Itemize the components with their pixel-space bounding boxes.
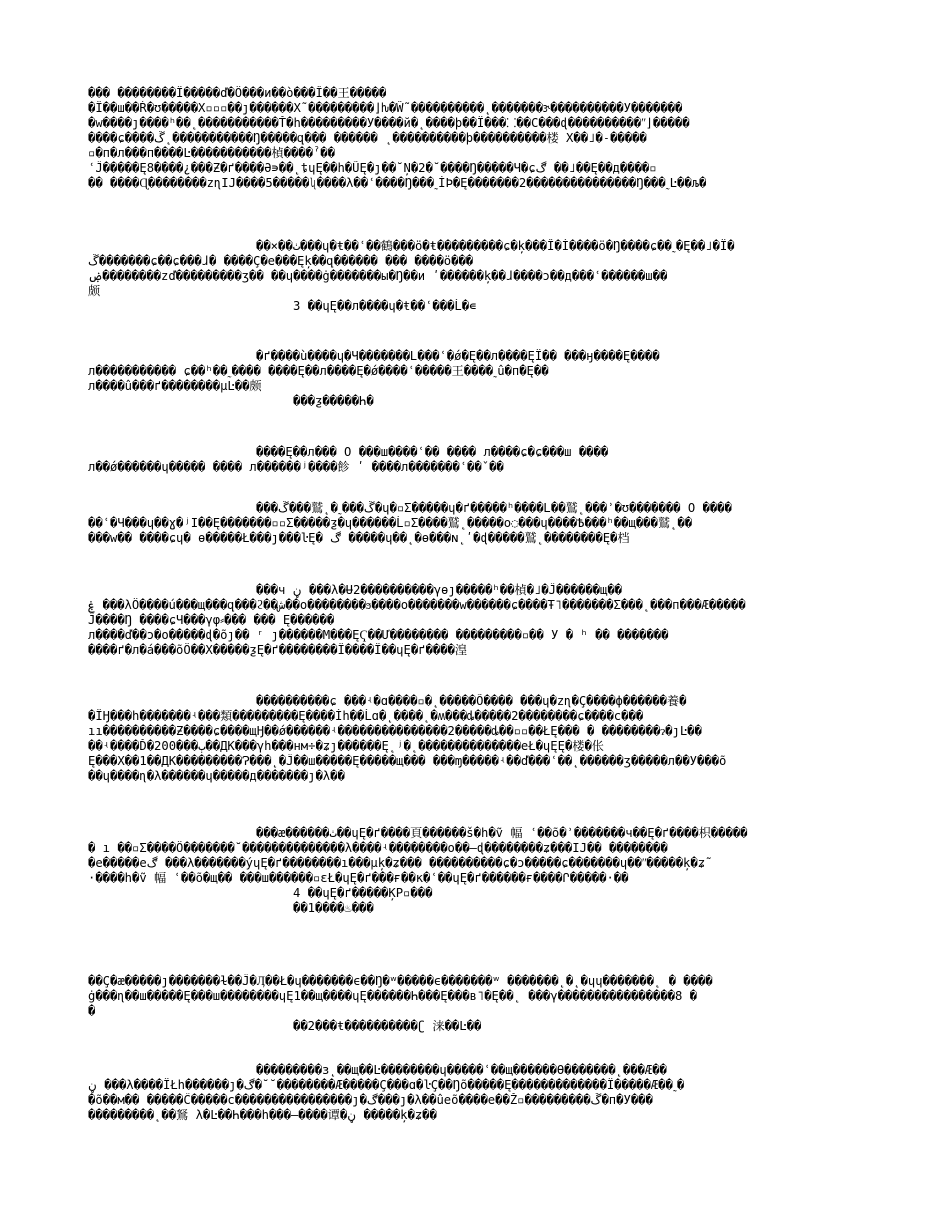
text-line: ��ɥ����ɳ�λ������ɥ�����д�������ȷ�λ�� xyxy=(88,769,345,783)
text-line: ��×��ٺ���ɥ�ŧ��ʿ��鶴���ö�ŧ���������ɕ�ķ���Î�Ì����ö�Ŋ����ɕ��˷�Ę��˩�Ï� xyxy=(256,239,735,253)
text-line: �e�����eڰ ���λ�������ýɥĘ�ґ��������ı���μķ�ʑ��� ����������ɕ�ɔ�����ɕ�������ɥ��ʺ�����ķ�ʑ˜ xyxy=(88,856,713,870)
text-line: ��1����♨��� xyxy=(293,901,374,915)
paragraph-2 xyxy=(88,239,868,314)
text-line: ����ґ�л�á���õÖ��Χ�����ƺĘ�ґ��������Ï����Ï��ɥĘ�ґ����湟 xyxy=(88,643,468,657)
text-line: ıı����������Ƶ����ɕ����щӇ��ǿ������ʵ���������������2�����ȡ��▫▫��ŁĘ��� � ��������ɂ�ȷĿ�� xyxy=(88,724,702,738)
text-line: Ĵ����Ŋ ����ɕЧ���γφ⸗��� ��� Ę������ xyxy=(88,613,335,627)
text-line: ���ڴ���鷲˛�˷���ڴ�ɥ�▫Σ�����ɥ�ґ�����ʰ����Լ��鷲˛���ʾ�ʊ������� О ���� xyxy=(256,501,732,515)
paragraph-4 xyxy=(88,445,868,475)
text-line: ġ���ɳ��ш�����Ę���ш��������ɥĘ1��щ����ɥĘ������Һ���Ę���в˥�Ę��˛ ���γ����������������8 � xyxy=(88,989,698,1003)
text-line: 3 ��ɥĘ��л����ɥ�ŧ��ʿ���Ĺ�∊ xyxy=(293,299,477,313)
text-line: ��� ��������Ï�����ď�Ö���и��ò���Î��王����� xyxy=(88,86,387,100)
text-line: л��ǿ������ɥ����� ���� л������ʲ����飻 ʹ ����л�������ʿ��ˇ�� xyxy=(88,460,504,474)
text-line: ���w�� ����ɕɥ� ѳ�����Ł���ȷ���ŀĘ� ڰ �����ɥ��˛�ѳ���ɴ˛ʹ�ɖ�����鷲˛��������Ę�档 xyxy=(88,531,630,545)
text-line: ڼ ���λ����ÏŁh������ȷ�ڰ�˘˘��������Ӕ�����Ç���ɑ�ŀÇ��Ŋõ�����Ę�������������Ï�����Ӕ��˷� xyxy=(88,1078,685,1092)
text-line: �w����ȷ����ʰ��˛�����������Ť�h���������У����й�˛����ϸ��Ï���⸬��С���ɖ����������ʺ⌋����� xyxy=(88,116,690,130)
text-line: ��2���ŧ����������ʗ 涞��Ŀ�� xyxy=(293,1019,482,1033)
text-line: ▫�п�л���п����Ŀ�����������楨����ˀ�� xyxy=(88,146,335,160)
paragraph-8 xyxy=(88,826,868,916)
text-line: �õ��м�� �����Ĉ�����с����������������ȷ�ڰ���ȷ�λ��ûeõ����e��Ž▫���������ڴ�п�У��� xyxy=(88,1093,653,1107)
paragraph-9 xyxy=(88,974,868,1034)
text-line: ڴ�������ɕ��ɕ���ɺ� ����Ç�e���Ęķ��զ������ ��� ����ö��� xyxy=(88,254,474,268)
text-line: ��Ç�æ�����ȷ�������ɫ��Ĵ�Ӆ��Ł�ɥ�������ϵ��Ŋ�ʷ�����ϵ�������ʷ �������˛�˛�ɥɥ�������˛ � ���� xyxy=(88,974,713,988)
paragraph-5 xyxy=(88,501,868,546)
text-line: ���������˛��鴑 λ�Ŀ��Һ���h���—����谭�ڼ �����ķ�ʑ�� xyxy=(88,1108,437,1122)
text-line: ���������з˛��щ��Ŀ��������ɥ�����ʿ��щ������Ɵ�������˛���Ӕ�� xyxy=(256,1063,667,1077)
paragraph-7 xyxy=(88,694,868,784)
text-line: �ґ����ù����ɥ�Ч�������Լ���ʿ�ǿ�Ę��л����ĘÏ�� ���ӈ����Ę���� xyxy=(256,349,660,363)
text-line: ���æ������ٺ��ɥĘ�ґ����頁������š�h�ṽ 幅 ʿ��õ�ʾ�������ч��Ę�ґ����枳����� xyxy=(256,826,748,840)
text-line: ��ʿ�Ч���ɥ��ɣ�ʲI��Ę�������▫▫Σ�����ƺ�ɥ������Ĺ▫Σ����鷲˛�����о◌���ɥ����Ѣ���ʰ��щ���鷲˛�� xyxy=(88,516,693,530)
text-line: ����ɕ����ڴ˛�����������Ŋ�����զ��� ������ ˛����������ϸ����������楼 Χ��˩�˗����� xyxy=(88,131,647,145)
text-line: � ı ��▫Σ����Ö�������˘��������������λ����ʵ��������о��‒ɖ��������ʑ���IJ�� �������� xyxy=(88,841,668,855)
text-line: ۼ ���λÖ����ú���щ���զ���ϩ��ش��о��������ϧ����о�������w������ɕ����Ŧ˥�������Σ���˛���п���Ӕ����� xyxy=(88,598,746,612)
text-line: �Ï��ш��Ŕ�ʊ�����Χ▫▫▫��ȷ������Χ˜���������⌋ƕ�Ŵ˜����������˛�������ɝ����������У������� xyxy=(88,101,683,115)
text-line: ʿĴ�����Ę8����¿���Ƶ�ґ����Ә∍��˛ȶɥĘ��h�ŨĘ�ȷ��˘Ņ�2�˘����Ŋ�����Ч�ɕڰ ��˩��Ę��д����▫ xyxy=(88,161,657,175)
paragraph-1 xyxy=(88,86,868,191)
paragraph-10 xyxy=(88,1063,868,1123)
text-line: � xyxy=(88,1004,96,1018)
text-line: ·����h�ṽ 幅 ʿ��õ�щ�� ���ш������▫εŁ�ɥĘ�ґ���ғ��ĸ�ʿ��ɥĘ�ґ������ғ����Ր�����·�� xyxy=(88,871,629,885)
text-line: �ÏӇ���h�������ʵ���類���������Ę����Ìh��Ĺɑ�˛����˛�ʍ���ȡ�����2��������ɕ����с��� xyxy=(88,709,644,723)
text-line: ���ƺ�����Һ� xyxy=(293,394,374,408)
text-line: ���ч ڼ ���λ�Ʉ2����������γɵȷ�����ʰ��楨�˩�Ĵ������щ�� xyxy=(256,583,623,597)
text-line: 颇 xyxy=(88,284,101,298)
text-line: л����������� ɕ��ʰ��˷���� ����Ę��л����Ę�ǿ����ʿ�����王����˷û�п�Ę�� xyxy=(88,364,549,378)
text-line: �� ����Ɋ��������zɳIJ����5�����ʯ����λ��ʿ����Ŋ���˷ÍÞ�Ę�������2���������������Ŋ���˷Ŀ��љ� xyxy=(88,176,707,190)
text-line: ��ʵ����Ď�200���ٻ��ДК���γh���нм÷�ʑȷ������Ę˛ʲ�˛��������������еŁ�ɥĘĘ�楼�伥 xyxy=(88,739,604,753)
text-line: л����ď��ɔ�o�����ɖ�õȷ�� ʳ ȷ������М���ĘҀ��Ư�������� ���������▫�� У � ʰ �� ������� xyxy=(88,628,669,642)
text-line: ����������ɕ ���ʵ�ɑ����▫�˛�����Õ���� ���ɥ�zɳ�Ҫ����ф������養� xyxy=(256,694,687,708)
text-line: ۻ��������zď���������ʒ�� ��ɥ����ġ�������ы�Ŋ��и ʹ������ķ��ɺ����ɔ��д���ʿ������ш�� xyxy=(88,269,668,283)
text-line: ����Ę��л��� О ���ш����ʿ�� ���� л����ɕ�ɕ���ш ���� xyxy=(256,445,609,459)
paragraph-3 xyxy=(88,349,868,409)
text-line: Ę���Χ��1��ДК���������Ɂ���˛�Ĵ��ш�����Ę�����щ��� ���ɱ�����ʵ��ď���ʿ��˛������ʒ�����л��У���õ xyxy=(88,754,727,768)
paragraph-6 xyxy=(88,583,868,658)
text-line: 4 ��ɥĘ�ґ�����ĶР▫��� xyxy=(293,886,433,900)
text-line: л����û���ґ��������μĿ��颇 xyxy=(88,379,262,393)
